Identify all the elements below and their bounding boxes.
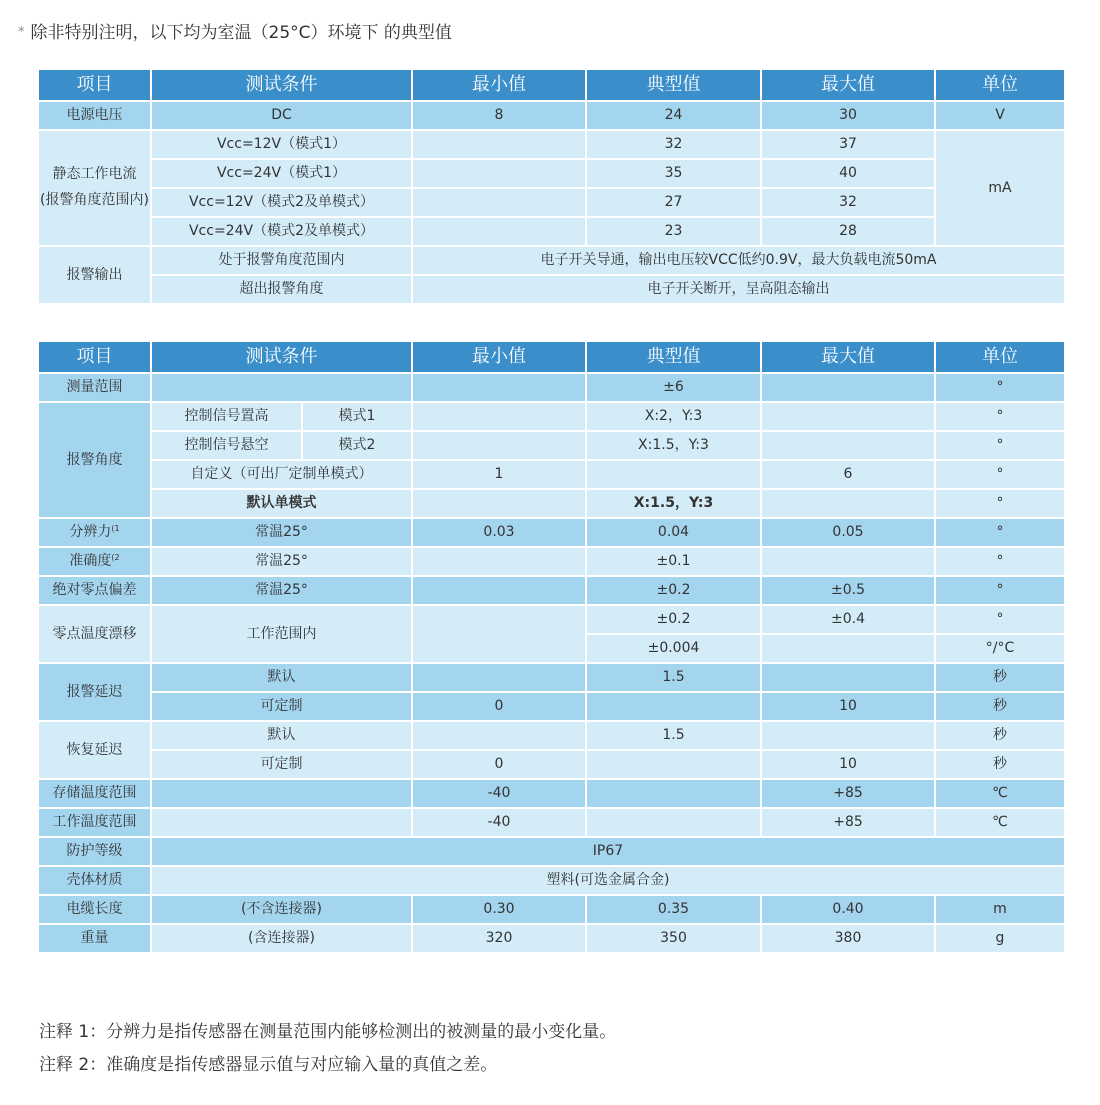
mode-cell: 模式1 [302,402,412,431]
condition-cell: 默认单模式 [151,489,412,518]
typ-cell [586,808,761,837]
row-label: 绝对零点偏差 [38,576,151,605]
header-typ: 典型值 [586,69,761,101]
mode-cell: 模式2 [302,431,412,460]
typ-cell: 1.5 [586,721,761,750]
condition-cell [151,373,412,402]
condition-cell: 常温25° [151,518,412,547]
row-label: 存储温度范围 [38,779,151,808]
max-cell: +85 [761,808,935,837]
condition-cell: 处于报警角度范围内 [151,246,412,275]
typ-cell: X:1.5，Y:3 [586,489,761,518]
min-cell: 0.30 [412,895,586,924]
unit-cell: ° [935,547,1065,576]
max-cell: 37 [761,130,935,159]
typ-cell: 27 [586,188,761,217]
top-note-text: 除非特别注明，以下均为室温（25°C）环境下 的典型值 [30,23,452,43]
electrical-spec-table [37,68,1066,305]
table-row [38,837,1065,866]
table-row [38,895,1065,924]
typ-cell: ±0.2 [586,576,761,605]
row-label: 恢复延迟 [38,721,151,779]
row-label [38,518,151,547]
table-row [38,924,1065,953]
min-cell [412,663,586,692]
condition-cell: DC [151,101,412,130]
min-cell: 320 [412,924,586,953]
min-cell [412,721,586,750]
row-label: 报警角度 [38,402,151,518]
max-cell [761,547,935,576]
unit-cell: ℃ [935,779,1065,808]
min-cell: 0 [412,692,586,721]
max-cell: 0.05 [761,518,935,547]
table-row [38,188,1065,217]
table-row [38,576,1065,605]
table-row [38,605,1065,634]
top-note [18,18,452,43]
min-cell [412,605,586,663]
row-label: 报警输出 [38,246,151,304]
unit-cell: g [935,924,1065,953]
description-cell: 电子开关导通，输出电压较VCC低约0.9V，最大负载电流50mA [412,246,1065,275]
typ-cell: 0.04 [586,518,761,547]
max-cell [761,663,935,692]
condition-cell: Vcc=24V（模式1） [151,159,412,188]
max-cell [761,721,935,750]
footnote-marker: (2 [111,553,120,563]
condition-cell: 常温25° [151,576,412,605]
min-cell [412,159,586,188]
typ-cell: ±0.2 [586,605,761,634]
min-cell [412,576,586,605]
min-cell [412,373,586,402]
footnote-marker: (1 [111,524,120,534]
header-min: 最小值 [412,69,586,101]
header-max: 最大值 [761,69,935,101]
typ-cell: 0.35 [586,895,761,924]
max-cell: 32 [761,188,935,217]
table-row [38,431,1065,460]
condition-cell: 默认 [151,721,412,750]
table-row [38,518,1065,547]
typ-cell [586,779,761,808]
min-cell [412,130,586,159]
condition-cell: 工作范围内 [151,605,412,663]
max-cell: 28 [761,217,935,246]
typ-cell: ±0.004 [586,634,761,663]
footnote-1: 注释 1：分辨力是指传感器在测量范围内能够检测出的被测量的最小变化量。 [39,1022,617,1042]
unit-cell: ° [935,518,1065,547]
typ-cell: X:2，Y:3 [586,402,761,431]
table-row [38,489,1065,518]
unit-cell: 秒 [935,663,1065,692]
max-cell: 380 [761,924,935,953]
max-cell: ±0.4 [761,605,935,634]
unit-cell: ° [935,576,1065,605]
table-row [38,663,1065,692]
unit-cell: V [935,101,1065,130]
max-cell [761,634,935,663]
table-row [38,750,1065,779]
table-row [38,779,1065,808]
header-item: 项目 [38,69,151,101]
max-cell: 40 [761,159,935,188]
table-row [38,159,1065,188]
condition-cell [151,808,412,837]
condition-cell: 可定制 [151,692,412,721]
asterisk-icon: * [18,25,25,40]
condition-cell: Vcc=12V（模式2及单模式） [151,188,412,217]
condition-cell: 控制信号置高 [151,402,302,431]
table-header-row [38,69,1065,101]
condition-cell: (含连接器) [151,924,412,953]
unit-cell: ° [935,489,1065,518]
mechanical-spec-table [37,340,1066,954]
condition-cell: 默认 [151,663,412,692]
header-condition: 测试条件 [151,341,412,373]
condition-cell [151,779,412,808]
unit-cell: 秒 [935,721,1065,750]
typ-cell [586,692,761,721]
condition-cell: 可定制 [151,750,412,779]
condition-cell: 自定义（可出厂定制单模式） [151,460,412,489]
typ-cell: 23 [586,217,761,246]
min-cell: 0 [412,750,586,779]
unit-cell: ° [935,373,1065,402]
row-label [38,547,151,576]
table-row [38,460,1065,489]
max-cell: 0.40 [761,895,935,924]
row-label-line1: 静态工作电流 [52,166,137,183]
max-cell: 10 [761,750,935,779]
max-cell [761,489,935,518]
header-unit: 单位 [935,341,1065,373]
typ-cell: X:1.5，Y:3 [586,431,761,460]
unit-cell: ° [935,402,1065,431]
value-cell: 塑料(可选金属合金) [151,866,1065,895]
max-cell: ±0.5 [761,576,935,605]
min-cell [412,188,586,217]
table-row [38,246,1065,275]
row-label: 电缆长度 [38,895,151,924]
condition-cell: 控制信号悬空 [151,431,302,460]
min-cell [412,402,586,431]
unit-cell: ° [935,431,1065,460]
typ-cell: ±0.1 [586,547,761,576]
table-row [38,866,1065,895]
row-label-line2: (报警角度范围内) [40,192,149,208]
description-cell: 电子开关断开，呈高阻态输出 [412,275,1065,304]
max-cell [761,431,935,460]
typ-cell [586,460,761,489]
max-cell: 6 [761,460,935,489]
min-cell: 8 [412,101,586,130]
min-cell: 0.03 [412,518,586,547]
header-typ: 典型值 [586,341,761,373]
row-label: 工作温度范围 [38,808,151,837]
typ-cell [586,750,761,779]
row-label [38,130,151,246]
unit-cell: m [935,895,1065,924]
row-label: 防护等级 [38,837,151,866]
unit-cell: 秒 [935,692,1065,721]
unit-cell: ℃ [935,808,1065,837]
condition-cell: 超出报警角度 [151,275,412,304]
unit-cell: °/°C [935,634,1065,663]
table-row [38,808,1065,837]
table-row [38,101,1065,130]
unit-cell: ° [935,460,1065,489]
row-label: 重量 [38,924,151,953]
min-cell [412,431,586,460]
typ-cell: 1.5 [586,663,761,692]
table-row [38,217,1065,246]
row-label-text: 准确度 [69,553,112,570]
max-cell: 30 [761,101,935,130]
table-row [38,130,1065,159]
typ-cell: 350 [586,924,761,953]
row-label: 报警延迟 [38,663,151,721]
min-cell [412,547,586,576]
min-cell: 1 [412,460,586,489]
table-row [38,402,1065,431]
table-row [38,373,1065,402]
typ-cell: 32 [586,130,761,159]
table-row [38,692,1065,721]
min-cell [412,489,586,518]
unit-cell: mA [935,130,1065,246]
typ-cell: 24 [586,101,761,130]
max-cell: 10 [761,692,935,721]
unit-cell: ° [935,605,1065,634]
header-unit: 单位 [935,69,1065,101]
table-header-row [38,341,1065,373]
table-row [38,547,1065,576]
header-item: 项目 [38,341,151,373]
condition-cell: (不含连接器) [151,895,412,924]
max-cell [761,373,935,402]
header-max: 最大值 [761,341,935,373]
max-cell [761,402,935,431]
table-row [38,721,1065,750]
condition-cell: Vcc=12V（模式1） [151,130,412,159]
unit-cell: 秒 [935,750,1065,779]
header-min: 最小值 [412,341,586,373]
footnote-2: 注释 2：准确度是指传感器显示值与对应输入量的真值之差。 [39,1055,498,1075]
value-cell: IP67 [151,837,1065,866]
header-condition: 测试条件 [151,69,412,101]
max-cell: +85 [761,779,935,808]
row-label: 电源电压 [38,101,151,130]
condition-cell: 常温25° [151,547,412,576]
row-label: 零点温度漂移 [38,605,151,663]
table-row [38,275,1065,304]
min-cell [412,217,586,246]
typ-cell: 35 [586,159,761,188]
row-label: 壳体材质 [38,866,151,895]
min-cell: -40 [412,779,586,808]
min-cell: -40 [412,808,586,837]
row-label-text: 分辨力 [69,524,112,541]
typ-cell: ±6 [586,373,761,402]
row-label: 测量范围 [38,373,151,402]
condition-cell: Vcc=24V（模式2及单模式） [151,217,412,246]
